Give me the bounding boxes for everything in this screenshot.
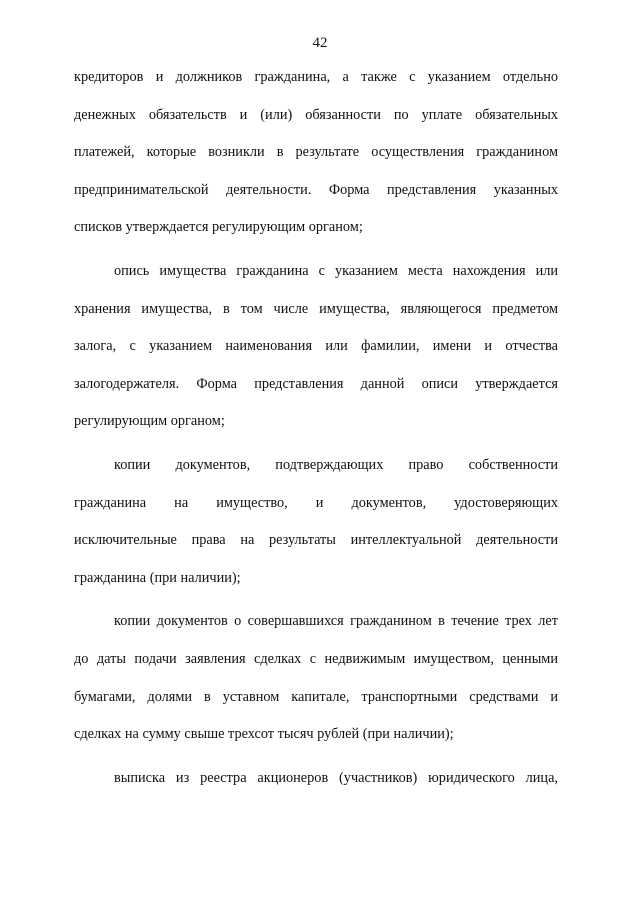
text-line: списков утверждается регулирующим органом; (74, 219, 363, 236)
text-line: залога, с указанием наименования или фамилии, имени и отчества (74, 338, 558, 355)
text-line: регулирующим органом; (74, 413, 225, 430)
text-line: кредиторов и должников гражданина, а также с указанием отдельно (74, 69, 558, 85)
text-line: залогодержателя. Форма представления данной описи утверждается (74, 375, 558, 392)
text-line: до даты подачи заявления сделках с недвижимым имуществом, ценными (74, 651, 558, 667)
text-line: гражданина на имущество, и документов, удостоверяющих (74, 494, 558, 511)
text-line: сделках на сумму свыше трехсот тысяч рублей (при наличии); (74, 726, 454, 743)
text-line: хранения имущества, в том числе имущества, являющегося предметом (74, 300, 558, 317)
text-line: денежных обязательств и (или) обязанности по уплате обязательных (74, 106, 558, 123)
text-line: исключительные права на результаты интеллектуальной деятельности (74, 532, 558, 549)
text-line: гражданина (при наличии); (74, 569, 241, 586)
text-line: копии документов, подтверждающих право собственности (114, 457, 558, 473)
text-line: копии документов о совершавшихся гражданином в течение трех лет (114, 613, 558, 630)
text-line: бумагами, долями в уставном капитале, транспортными средствами и (74, 688, 558, 705)
page-number: 42 (312, 35, 328, 51)
text-line: предпринимательской деятельности. Форма представления указанных (74, 181, 558, 198)
text-line: платежей, которые возникли в результате осуществления гражданином (74, 144, 558, 161)
text-line: выписка из реестра акционеров (участников) юридического лица, (114, 769, 558, 786)
text-line: опись имущества гражданина с указанием места нахождения или (114, 263, 558, 279)
